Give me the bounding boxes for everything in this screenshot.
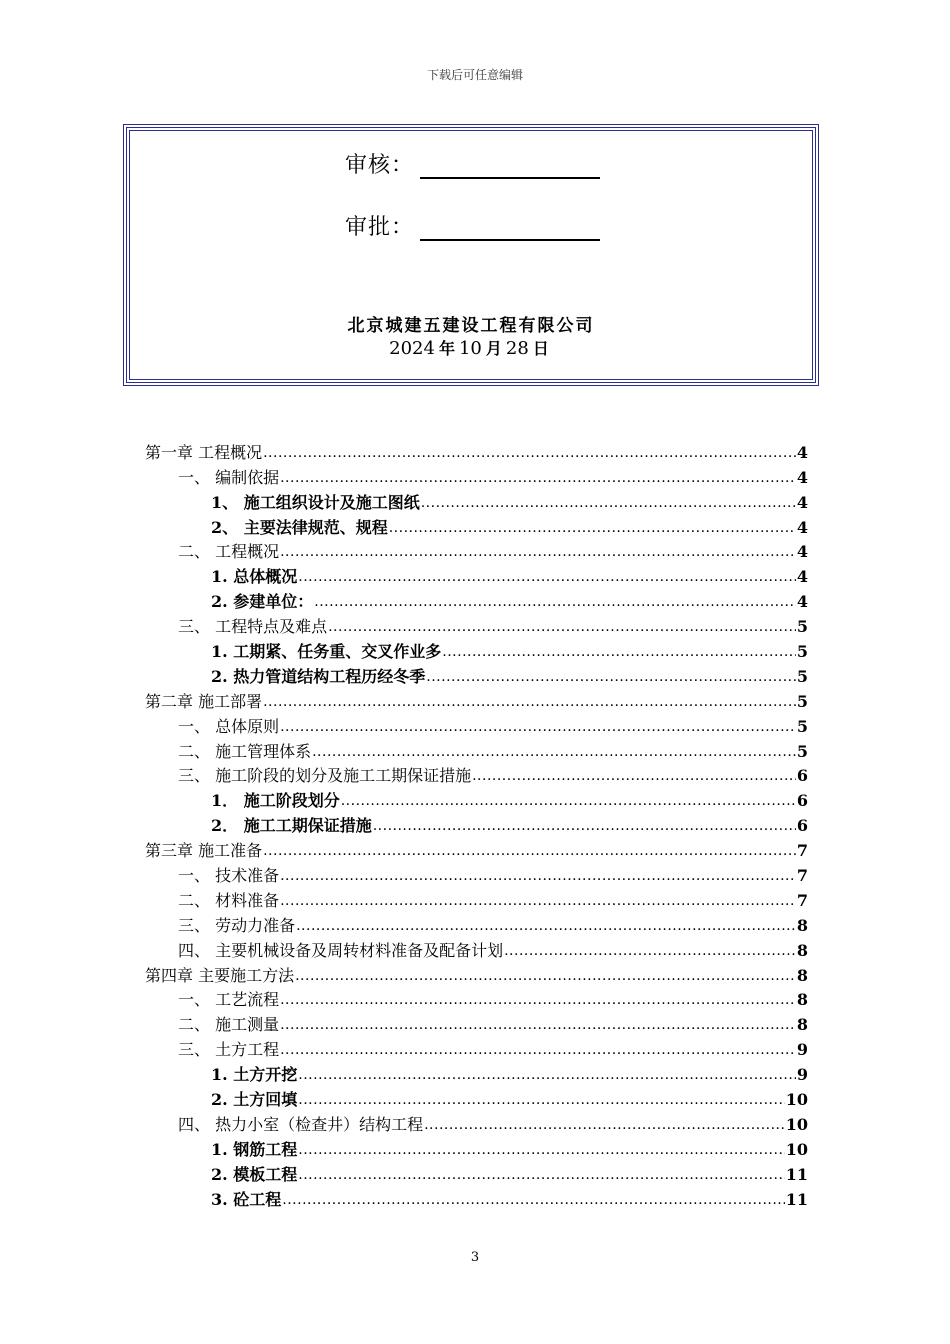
toc-entry[interactable]: [145, 1135, 808, 1160]
toc-page: 7: [796, 841, 808, 861]
toc-entry[interactable]: [145, 762, 808, 787]
company-name: 北京城建五建设工程有限公司: [347, 316, 595, 336]
approve-row: [345, 210, 600, 241]
date-day-char: 日: [532, 339, 549, 358]
toc-title: 一、 编制依据: [178, 467, 280, 487]
toc-page: 10: [785, 1139, 808, 1159]
toc-page: 8: [796, 965, 808, 985]
toc-leader: [298, 1140, 784, 1160]
toc-leader: [295, 966, 796, 986]
toc-title: 1． 施工阶段划分: [211, 791, 340, 811]
toc-leader: [298, 567, 796, 587]
toc-page: 7: [796, 866, 808, 886]
toc-leader: [424, 1115, 785, 1135]
toc-page: 4: [796, 467, 808, 487]
toc-page: 5: [796, 741, 808, 761]
toc-entry[interactable]: [145, 488, 808, 513]
toc-title: 二、 材料准备: [178, 890, 280, 910]
toc-page: 5: [796, 666, 808, 686]
toc-entry[interactable]: [145, 562, 808, 587]
toc-page: 4: [796, 567, 808, 587]
toc-leader: [280, 1015, 796, 1035]
toc-entry[interactable]: [145, 886, 808, 911]
toc-page: 4: [796, 442, 808, 462]
review-signature-line: [420, 151, 600, 179]
toc-page: 4: [796, 592, 808, 612]
approve-signature-line: [420, 213, 600, 241]
review-row: [345, 148, 600, 179]
toc-entry[interactable]: [145, 1110, 808, 1135]
toc-entry[interactable]: [145, 786, 808, 811]
toc-entry[interactable]: [145, 438, 808, 463]
toc-leader: [263, 841, 796, 861]
toc-title: 三、 土方工程: [178, 1040, 280, 1060]
toc-entry[interactable]: [145, 861, 808, 886]
toc-entry[interactable]: [145, 737, 808, 762]
toc-leader: [426, 667, 796, 687]
toc-leader: [296, 916, 796, 936]
toc-leader: [341, 791, 796, 811]
toc-entry[interactable]: [145, 1160, 808, 1185]
toc-page: 7: [796, 890, 808, 910]
toc-title: 第二章 施工部署: [145, 691, 263, 711]
toc-entry[interactable]: [145, 662, 808, 687]
toc-leader: [282, 1190, 784, 1210]
toc-title: 2、 主要法律规范、规程: [211, 517, 388, 537]
toc-page: 6: [796, 791, 808, 811]
toc-entry[interactable]: [145, 986, 808, 1011]
toc-title: 1. 钢筋工程: [211, 1139, 298, 1159]
toc-title: 2. 参建单位：: [211, 592, 314, 612]
toc-page: 11: [785, 1189, 808, 1209]
toc-entry[interactable]: [145, 1060, 808, 1085]
toc-entry[interactable]: [145, 1185, 808, 1210]
toc-entry[interactable]: [145, 936, 808, 961]
toc-title: 2． 施工工期保证措施: [211, 816, 372, 836]
toc-leader: [280, 542, 796, 562]
toc-page: 4: [796, 492, 808, 512]
toc-entry[interactable]: [145, 961, 808, 986]
toc-leader: [280, 1040, 796, 1060]
header-note: 下载后可任意编辑: [426, 68, 523, 82]
toc-leader: [314, 592, 796, 612]
toc-entry[interactable]: [145, 538, 808, 563]
toc-page: 8: [796, 1015, 808, 1035]
toc-page: 10: [785, 1114, 808, 1134]
toc-entry[interactable]: [145, 1035, 808, 1060]
toc-entry[interactable]: [145, 513, 808, 538]
toc-leader: [389, 518, 796, 538]
toc-page: 4: [796, 542, 808, 562]
toc-leader: [328, 617, 796, 637]
toc-title: 2. 土方回填: [211, 1090, 298, 1110]
toc-title: 第三章 施工准备: [145, 841, 263, 861]
toc-leader: [373, 816, 796, 836]
toc-leader: [280, 990, 796, 1010]
toc-entry[interactable]: [145, 612, 808, 637]
toc-page: 8: [796, 915, 808, 935]
toc-title: 第四章 主要施工方法: [145, 965, 295, 985]
page-number: 3: [470, 1250, 480, 1265]
toc-title: 一、 工艺流程: [178, 990, 280, 1010]
toc-entry[interactable]: [145, 811, 808, 836]
toc-entry[interactable]: [145, 712, 808, 737]
toc-title: 二、 工程概况: [178, 542, 280, 562]
toc-title: 一、 总体原则: [178, 716, 280, 736]
toc-page: 5: [796, 716, 808, 736]
toc-title: 二、 施工管理体系: [178, 741, 312, 761]
date-month-char: 月: [485, 339, 502, 358]
toc-leader: [263, 692, 796, 712]
toc-title: 三、 劳动力准备: [178, 915, 296, 935]
toc-entry[interactable]: [145, 463, 808, 488]
toc-entry[interactable]: [145, 911, 808, 936]
toc-leader: [280, 717, 796, 737]
toc-leader: [504, 941, 796, 961]
toc-title: 2. 模板工程: [211, 1164, 298, 1184]
toc-leader: [280, 468, 796, 488]
toc-page: 5: [796, 642, 808, 662]
toc-leader: [263, 443, 796, 463]
table-of-contents: [145, 438, 808, 1210]
toc-title: 四、 主要机械设备及周转材料准备及配备计划: [178, 940, 504, 960]
date-year: 2024: [389, 338, 435, 359]
document-date: [127, 336, 815, 359]
toc-page: 8: [796, 940, 808, 960]
toc-title: 三、 工程特点及难点: [178, 617, 328, 637]
toc-title: 一、 技术准备: [178, 866, 280, 886]
toc-title: 第一章 工程概况: [145, 442, 263, 462]
approve-label: 审批：: [345, 215, 415, 240]
date-day: 28: [505, 338, 529, 359]
toc-title: 四、 热力小室（检查井）结构工程: [178, 1114, 424, 1134]
toc-entry[interactable]: [145, 836, 808, 861]
toc-title: 三、 施工阶段的划分及施工工期保证措施: [178, 766, 472, 786]
toc-leader: [298, 1065, 796, 1085]
review-label: 审核：: [345, 153, 415, 178]
toc-leader: [298, 1165, 784, 1185]
toc-entry[interactable]: [145, 1085, 808, 1110]
toc-page: 8: [796, 990, 808, 1010]
toc-entry[interactable]: [145, 1010, 808, 1035]
toc-leader: [280, 866, 796, 886]
toc-title: 1、 施工组织设计及施工图纸: [211, 492, 420, 512]
toc-leader: [298, 1090, 784, 1110]
toc-entry[interactable]: [145, 637, 808, 662]
toc-page: 9: [796, 1040, 808, 1060]
toc-page: 5: [796, 691, 808, 711]
toc-leader: [472, 766, 796, 786]
toc-page: 5: [796, 617, 808, 637]
toc-entry[interactable]: [145, 587, 808, 612]
toc-title: 3. 砼工程: [211, 1189, 282, 1209]
toc-leader: [442, 642, 796, 662]
toc-title: 二、 施工测量: [178, 1015, 280, 1035]
toc-title: 2. 热力管道结构工程历经冬季: [211, 666, 426, 686]
toc-leader: [312, 742, 796, 762]
toc-title: 1. 工期紧、任务重、交叉作业多: [211, 642, 442, 662]
date-year-char: 年: [438, 339, 455, 358]
toc-leader: [421, 493, 796, 513]
toc-page: 6: [796, 766, 808, 786]
date-month: 10: [458, 338, 482, 359]
toc-page: 10: [785, 1090, 808, 1110]
toc-leader: [280, 891, 796, 911]
toc-page: 9: [796, 1065, 808, 1085]
toc-page: 11: [785, 1164, 808, 1184]
toc-page: 4: [796, 517, 808, 537]
approval-box: [123, 124, 819, 386]
toc-title: 1. 土方开挖: [211, 1065, 298, 1085]
toc-page: 6: [796, 816, 808, 836]
toc-entry[interactable]: [145, 687, 808, 712]
toc-title: 1. 总体概况: [211, 567, 298, 587]
